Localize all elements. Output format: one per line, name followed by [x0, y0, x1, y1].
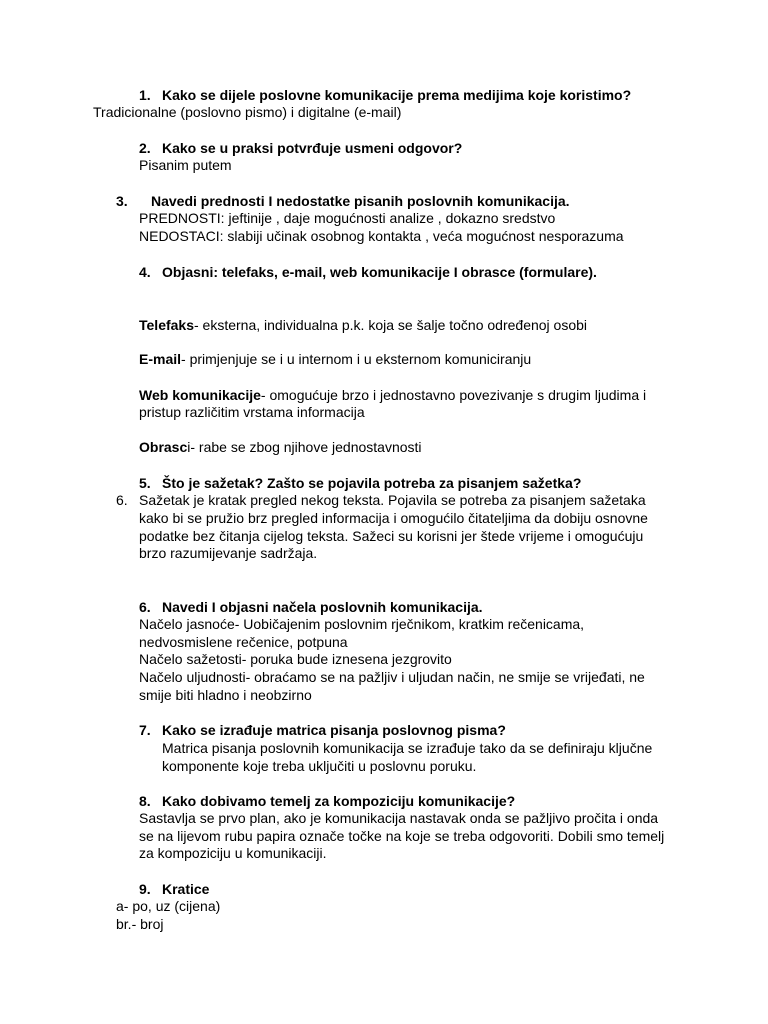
question-number: 3.: [116, 193, 128, 209]
question-number: 9.: [139, 881, 151, 897]
answer-7-line: Matrica pisanja poslovnih komunikacija se izrađuje tako da se definiraju ključne: [162, 740, 653, 756]
answer-6-line: Načelo jasnoće- Uobičajenim poslovnim rječnikom, kratkim rečenicama,: [139, 616, 585, 632]
question-9: [139, 881, 209, 898]
answer-8-line: se na lijevom rubu papira označe točke na koje se treba odgovoriti. Dobili smo temelj: [139, 828, 665, 844]
definition-web-cont: pristup različitim vrstama informacija: [139, 404, 365, 420]
definition-web: [139, 387, 646, 404]
definition-text: - eksterna, individualna p.k. koja se šalje točno određenoj osobi: [194, 317, 588, 333]
question-text: Navedi I objasni načela poslovnih komunikacija.: [162, 599, 483, 615]
question-number: 1.: [139, 87, 151, 103]
definition-text: - rabe se zbog njihove jednostavnosti: [190, 439, 422, 455]
question-6: [139, 599, 483, 616]
question-3: [116, 193, 570, 210]
answer-5-line: brzo razumijevanje sadržaja.: [139, 545, 318, 561]
abbreviation: a- po, uz (cijena): [116, 898, 221, 914]
question-8: [139, 793, 515, 810]
answer-3-line: NEDOSTACI: slabiji učinak osobnog kontakta , veća mogućnost nesporazuma: [139, 228, 624, 244]
question-text: Kako se u praksi potvrđuje usmeni odgovor?: [162, 140, 463, 156]
question-number: 2.: [139, 140, 151, 156]
answer-6-line: Načelo sažetosti- poruka bude iznesena jezgrovito: [139, 651, 452, 667]
term: E-mail: [139, 351, 182, 367]
question-number: 7.: [139, 722, 151, 738]
answer-5-line: podatke bez čitanja cijelog teksta. Sažeci su korisni jer štede vrijeme i omogućuju: [139, 528, 644, 544]
question-number: 5.: [139, 475, 151, 491]
question-7: [139, 722, 506, 739]
definition-text: - omogućuje brzo i jednostavno povezivanje s drugim ljudima i: [260, 387, 647, 403]
question-4: [139, 264, 597, 281]
definition-text: - primjenjuje se i u internom i u eksternom komuniciranju: [181, 351, 532, 367]
term: Obrasc: [139, 439, 188, 455]
answer-2: Pisanim putem: [139, 157, 232, 173]
answer-5-line: Sažetak je kratak pregled nekog teksta. Pojavila se potreba za pisanjem sažetaka: [139, 492, 646, 508]
question-text: Kratice: [162, 881, 210, 897]
answer-6-line: Načelo uljudnosti- obraćamo se na pažljiv i uljudan način, ne smije se vrijeđati, ne: [139, 669, 645, 685]
question-text: Objasni: telefaks, e-mail, web komunikacije I obrasce (formulare).: [162, 264, 597, 280]
answer-6-line: nedvosmislene rečenice, potpuna: [139, 634, 348, 650]
answer-1: Tradicionalne (poslovno pismo) i digitalne (e-mail): [93, 104, 402, 120]
question-number: 8.: [139, 793, 151, 809]
term: Web komunikacije: [139, 387, 261, 403]
answer-5-number: 6.: [116, 492, 128, 508]
answer-8-line: za kompoziciju u komunikaciji.: [139, 845, 327, 861]
question-text: Kako se dijele poslovne komunikacije prema medijima koje koristimo?: [162, 87, 632, 103]
definition-telefaks: [139, 317, 587, 334]
question-1: [139, 87, 631, 104]
term-tail: i: [187, 439, 191, 455]
definition-email: [139, 351, 531, 368]
answer-3-line: PREDNOSTI: jeftinije , daje mogućnosti analize , dokazno sredstvo: [139, 210, 556, 226]
abbreviation: br.- broj: [116, 916, 164, 932]
question-text: Što je sažetak? Zašto se pojavila potreba za pisanjem sažetka?: [162, 475, 582, 491]
question-text: Navedi prednosti I nedostatke pisanih poslovnih komunikacija.: [151, 193, 570, 209]
question-5: [139, 475, 581, 492]
question-number: 6.: [139, 599, 151, 615]
term: Telefaks: [139, 317, 194, 333]
question-number: 4.: [139, 264, 151, 280]
answer-7-line: komponente koje treba uključiti u poslovnu poruku.: [162, 758, 477, 774]
question-text: Kako se izrađuje matrica pisanja poslovnog pisma?: [162, 722, 506, 738]
answer-6-line: smije biti hladno i neobzirno: [139, 687, 312, 703]
definition-obrasci: [139, 439, 422, 456]
question-2: [139, 140, 462, 157]
answer-5-line: kako bi se pružio brz pregled informacija i omogućilo čitateljima da dobiju osnovne: [139, 510, 648, 526]
answer-8-line: Sastavlja se prvo plan, ako je komunikacija nastavak onda se pažljivo pročita i onda: [139, 810, 659, 826]
question-text: Kako dobivamo temelj za kompoziciju komunikacije?: [162, 793, 516, 809]
